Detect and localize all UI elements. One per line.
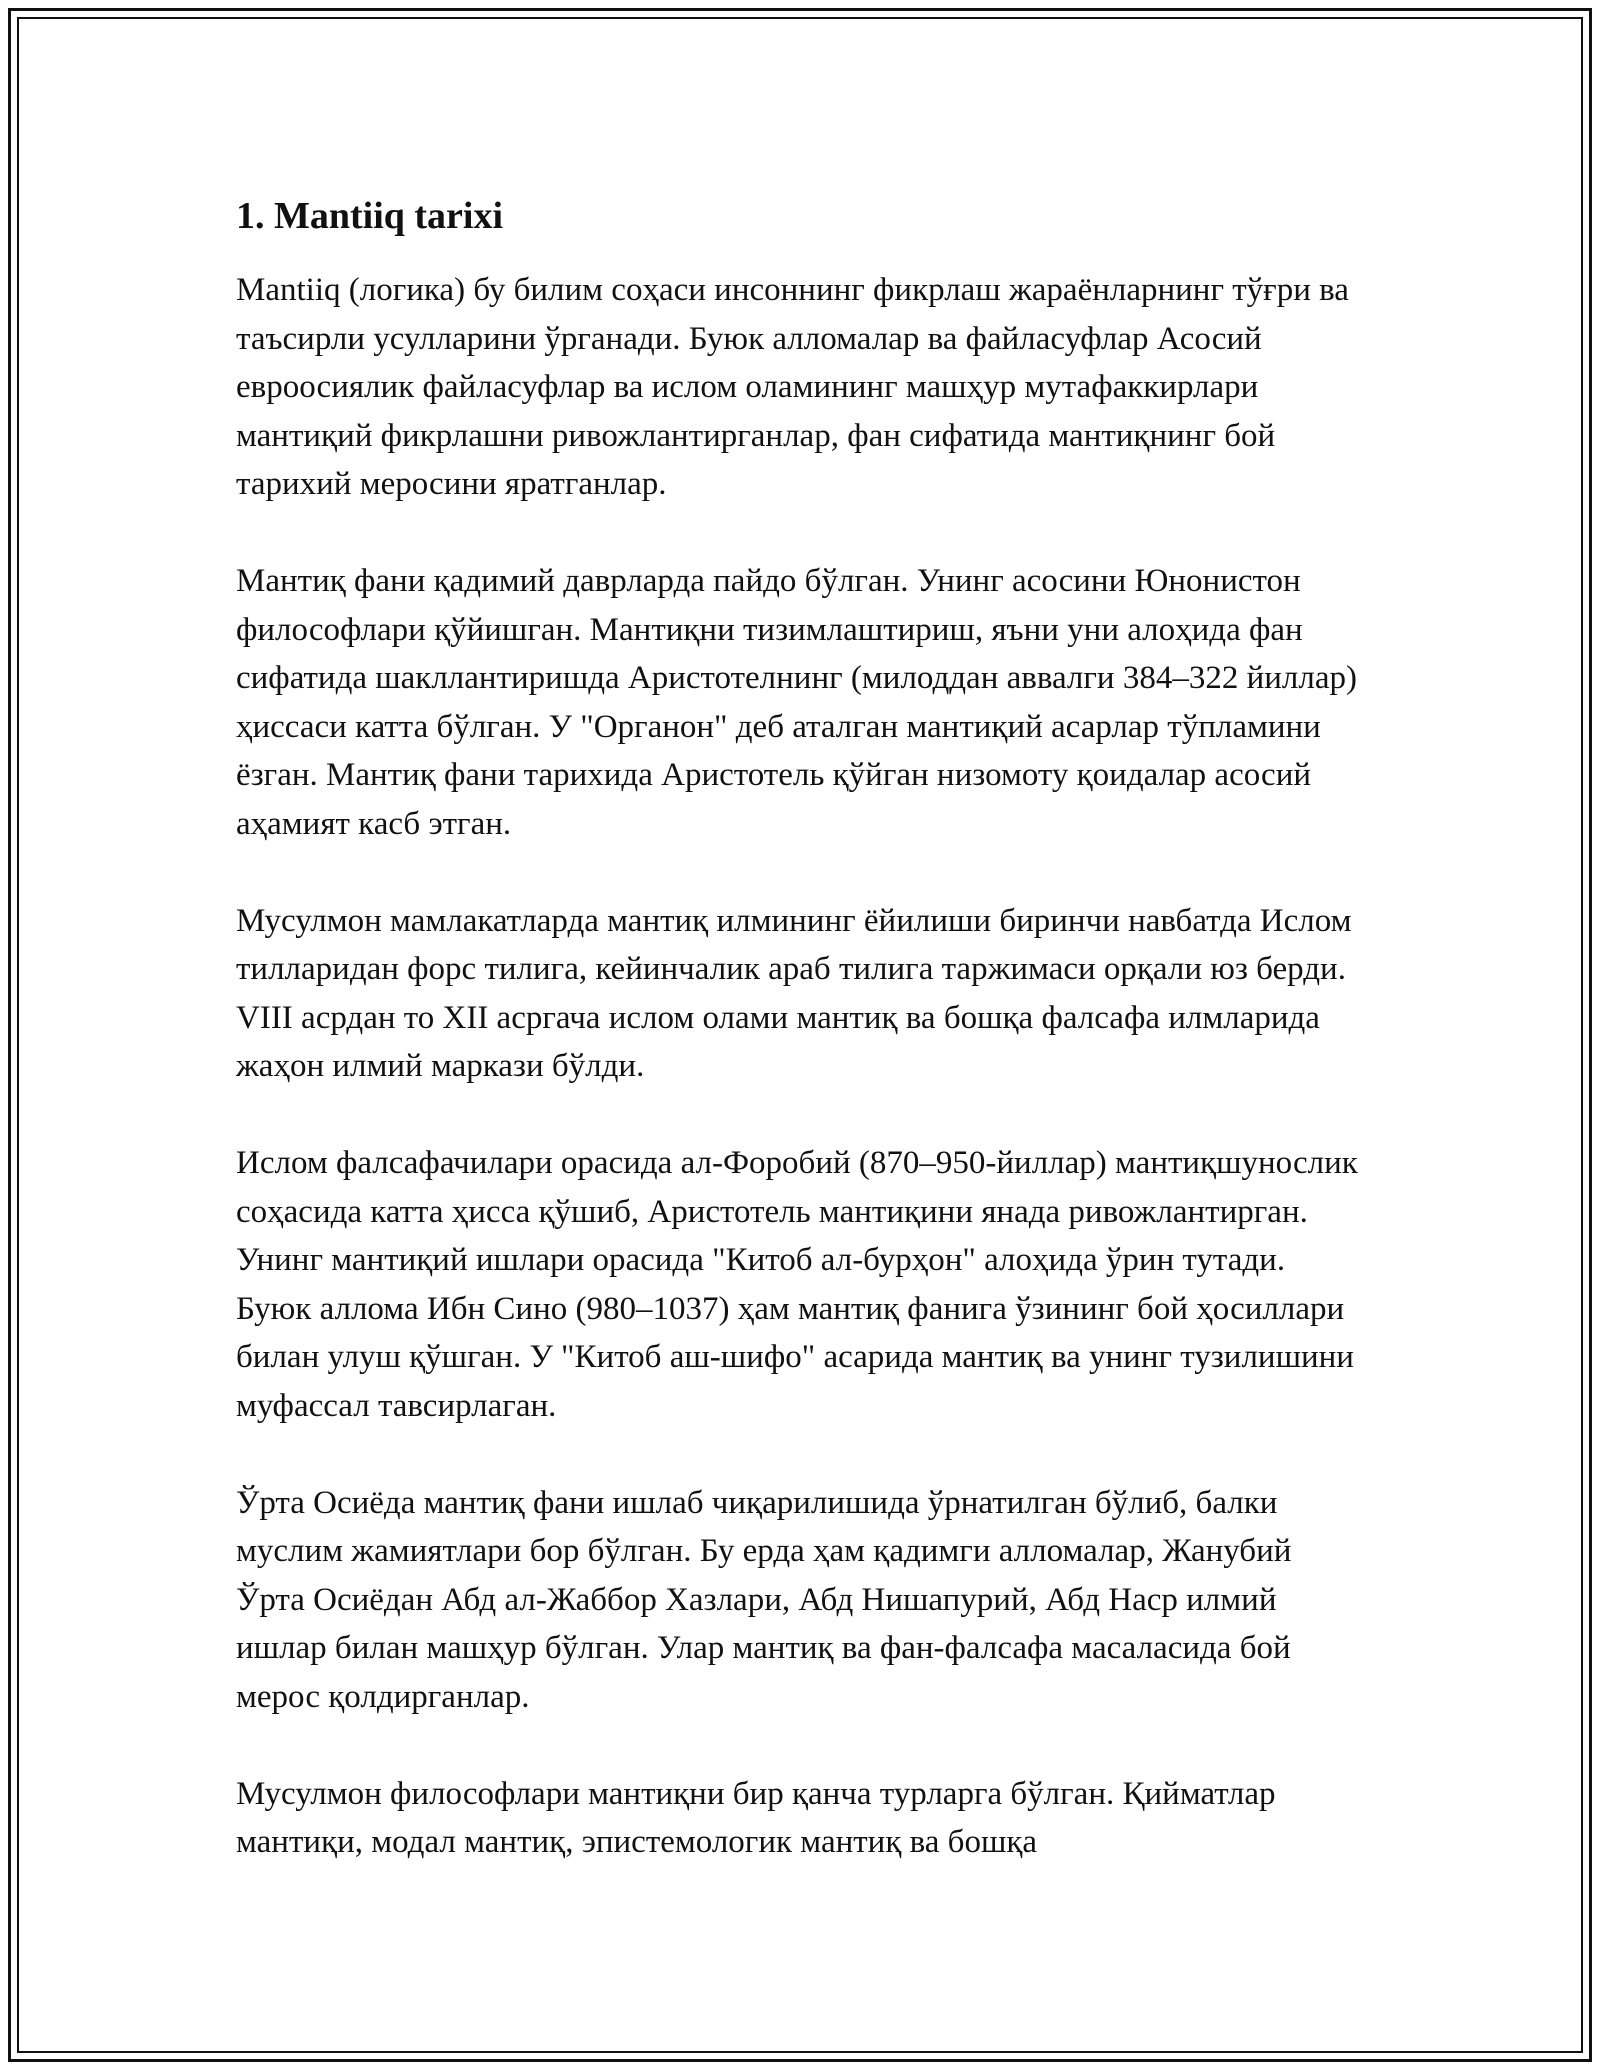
paragraph-intro: Mantiiq (логика) бу билим соҳаси инсоннинг фикрлаш жараёнларнинг тўғри ва таъсирли усулларини ўрганади. Буюк алломалар ва файласуфлар Асосий евроосиялик файласуфлар ва ислом оламининг машҳур мутафаккирлари мантиқий фикрлашни ривожлантирганлар, фан сифатида мантиқнинг бой тарихий меросини яратганлар.: [236, 272, 1349, 502]
document-body: [236, 188, 1366, 1915]
paragraph-muslim-spread: Мусулмон мамлакатларда мантиқ илмининг ёйилиши биринчи навбатда Ислом тилларидан форс тилига, кейинчалик араб тилига таржимаси орқали юз берди. VIII асрдан то XII асргача ислом олами мантиқ ва бошқа фалсафа илмларида жаҳон илмий маркази бўлди.: [236, 902, 1352, 1084]
paragraph-islamic-philosophers: Ислом фалсафачилари орасида ал-Форобий (870–950-йиллар) мантиқшунослик соҳасида катта ҳисса қўшиб, Аристотель мантиқини янада ривожлантирган. Унинг мантиқий ишлари орасида "Китоб ал-бурҳон" алоҳида ўрин тутади. Буюк аллома Ибн Сино (980–1037) ҳам мантиқ фанига ўзининг бой ҳосиллари билан улуш қўшган. У "Китоб аш-шифо" асарида мантиқ ва унинг тузилишини муфассал тавсирлаган.: [236, 1145, 1358, 1424]
paragraph-central-asia: Ўрта Осиёда мантиқ фани ишлаб чиқарилишида ўрнатилган бўлиб, балки муслим жамиятлари бор бўлган. Бу ерда ҳам қадимги алломалар, Жанубий Ўрта Осиёдан Абд ал-Жаббор Хазлари, Абд Нишапурий, Абд Наср илмий ишлар билан машҳур бўлган. Улар мантиқ ва фан-фалсафа масаласида бой мерос қолдирганлар.: [236, 1484, 1292, 1715]
paragraph-ancient-origins: Мантиқ фани қадимий даврларда пайдо бўлган. Унинг асосини Юнонистон философлари қўйишган. Мантиқни тизимлаштириш, яъни уни алоҳида фан сифатида шакллантиришда Аристотелнинг (милоддан аввалги 384–322 йиллар) ҳиссаси катта бўлган. У "Органон" деб аталган мантиқий асарлар тўпламини ёзган. Мантиқ фани тарихида Аристотель қўйган низомоту қоидалар асосий аҳамият касб этган.: [236, 563, 1357, 842]
section-heading: 1. Mantiiq tarixi: [236, 195, 504, 237]
paragraph-types-of-logic: Мусулмон философлари мантиқни бир қанча турларга бўлган. Қийматлар мантиқи, модал мантиқ, эпистемологик мантиқ ва бошқа: [236, 1775, 1276, 1860]
